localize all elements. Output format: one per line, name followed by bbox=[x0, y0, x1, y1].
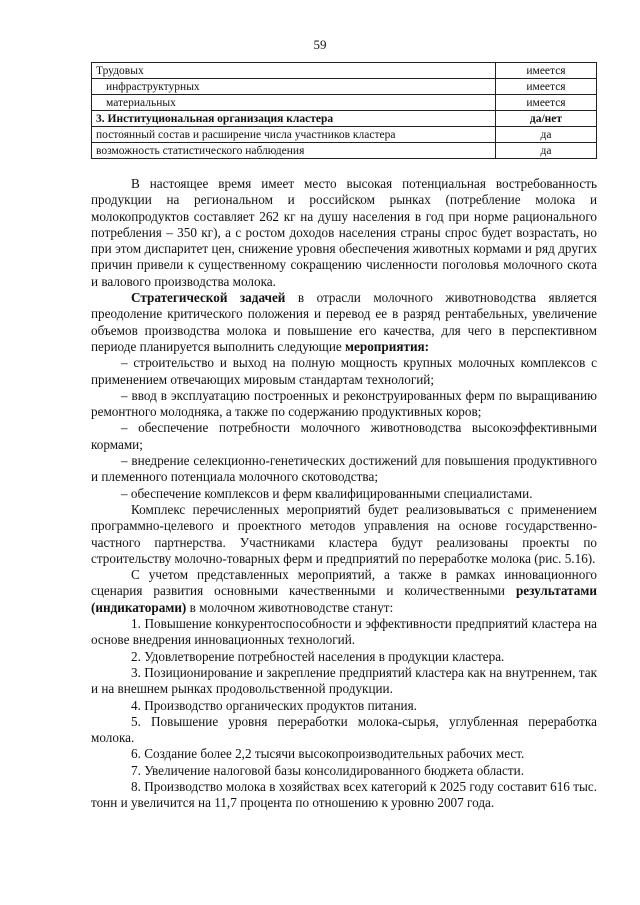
measure-item: – внедрение селекционно-генетических достижений для повышения продуктивного и племенного потенциала молочного скотоводства; bbox=[91, 453, 597, 485]
table-row bbox=[92, 127, 597, 143]
result-item: 2. Удовлетворение потребностей населения в продукции кластера. bbox=[131, 648, 505, 664]
result-item: 1. Повышение конкурентоспособности и эффективности предприятий кластера на основе внедрения инновационных технологий. bbox=[91, 616, 597, 648]
row-label: постоянный состав и расширение числа участников кластера bbox=[92, 127, 496, 143]
page-number: 59 bbox=[313, 37, 327, 52]
paragraph-demand: В настоящее время имеет место высокая потенциальная востребованность продукции на региональном и российском рынках (потребление молока и молокопродуктов составляет 262 кг на душу населения в год при норме рационального потребления – 350 кг), а с ростом доходов населения страны спрос будет возрастать, но при этом диспаритет цен, снижение уровня обеспечения животных кормами и ряд других причин привели к существенному сокращению численности поголовья молочного скота и валового производства молока. bbox=[91, 176, 597, 289]
paragraph-implementation: Комплекс перечисленных мероприятий будет реализовываться с применением программно-целевого и проектного методов управления на основе государственно-частного партнерства. Участниками кластера будут реализованы проекты по строительству молочно-товарных ферм и предприятий по переработке молока (рис. 5.16). bbox=[91, 501, 597, 566]
row-value: да bbox=[496, 127, 597, 143]
row-label: Трудовых bbox=[92, 63, 496, 79]
strategic-task-text: в отрасли молочного животноводства является преодоление критического положения и перевод ее в разряд рентабельных, увеличение объемов производства молока и повышение его качества, для чего в перспективном периоде планируется выполнить следующие bbox=[91, 290, 597, 354]
results-intro-end: в молочном животноводстве станут: bbox=[186, 599, 394, 615]
measures-term: мероприятия: bbox=[345, 338, 430, 354]
result-item: 5. Повышение уровня переработки молока-сырья, углубленная переработка молока. bbox=[91, 713, 597, 746]
section-value: да/нет bbox=[496, 111, 597, 127]
table-section-row bbox=[92, 111, 597, 127]
measure-item: – обеспечение потребности молочного животноводства высокоэффективными кормами; bbox=[91, 420, 597, 452]
row-value: да bbox=[496, 143, 597, 159]
paragraph-results-intro bbox=[91, 567, 597, 616]
result-item: 7. Увеличение налоговой базы консолидированного бюджета области. bbox=[131, 762, 525, 778]
result-item: 4. Производство органических продуктов питания. bbox=[131, 697, 417, 713]
result-item: 8. Производство молока в хозяйствах всех категорий к 2025 году составит 616 тыс. тонн и увеличится на 11,7 процента по отношению к уровню 2007 года. bbox=[91, 778, 597, 811]
row-label: инфраструктурных bbox=[92, 79, 496, 95]
row-label: возможность статистического наблюдения bbox=[92, 143, 496, 159]
row-label: материальных bbox=[92, 95, 496, 111]
measure-item: – обеспечение комплексов и ферм квалифицированными специалистами. bbox=[121, 485, 533, 501]
result-item: 3. Позиционирование и закрепление предприятий кластера как на внутреннем, так и на внешнем рынках продовольственной продукции. bbox=[91, 664, 597, 697]
results-term: результатами (индикаторами) bbox=[91, 583, 597, 615]
strategic-task-term: Стратегической задачей bbox=[131, 290, 286, 306]
row-value: имеется bbox=[496, 95, 597, 111]
measure-item: – строительство и выход на полную мощность крупных молочных комплексов с применением отвечающих мировым стандартам технологий; bbox=[91, 355, 597, 387]
table-row bbox=[92, 95, 597, 111]
document-body bbox=[91, 176, 597, 812]
table-row bbox=[92, 63, 597, 79]
table-row bbox=[92, 143, 597, 159]
results-intro-text: С учетом представленных мероприятий, а также в рамках инновационного сценария развития основными качественными и количественными bbox=[91, 567, 597, 599]
table-row bbox=[92, 79, 597, 95]
result-item: 6. Создание более 2,2 тысячи высокопроизводительных рабочих мест. bbox=[131, 746, 525, 762]
row-value: имеется bbox=[496, 79, 597, 95]
section-title: 3. Институциональная организация кластера bbox=[92, 111, 496, 127]
row-value: имеется bbox=[496, 63, 597, 79]
paragraph-strategic-task bbox=[91, 290, 597, 355]
measure-item: – ввод в эксплуатацию построенных и реконструированных ферм по выращиванию ремонтного молодняка, а также по содержанию продуктивных коров; bbox=[91, 387, 597, 420]
criteria-table bbox=[91, 62, 597, 159]
